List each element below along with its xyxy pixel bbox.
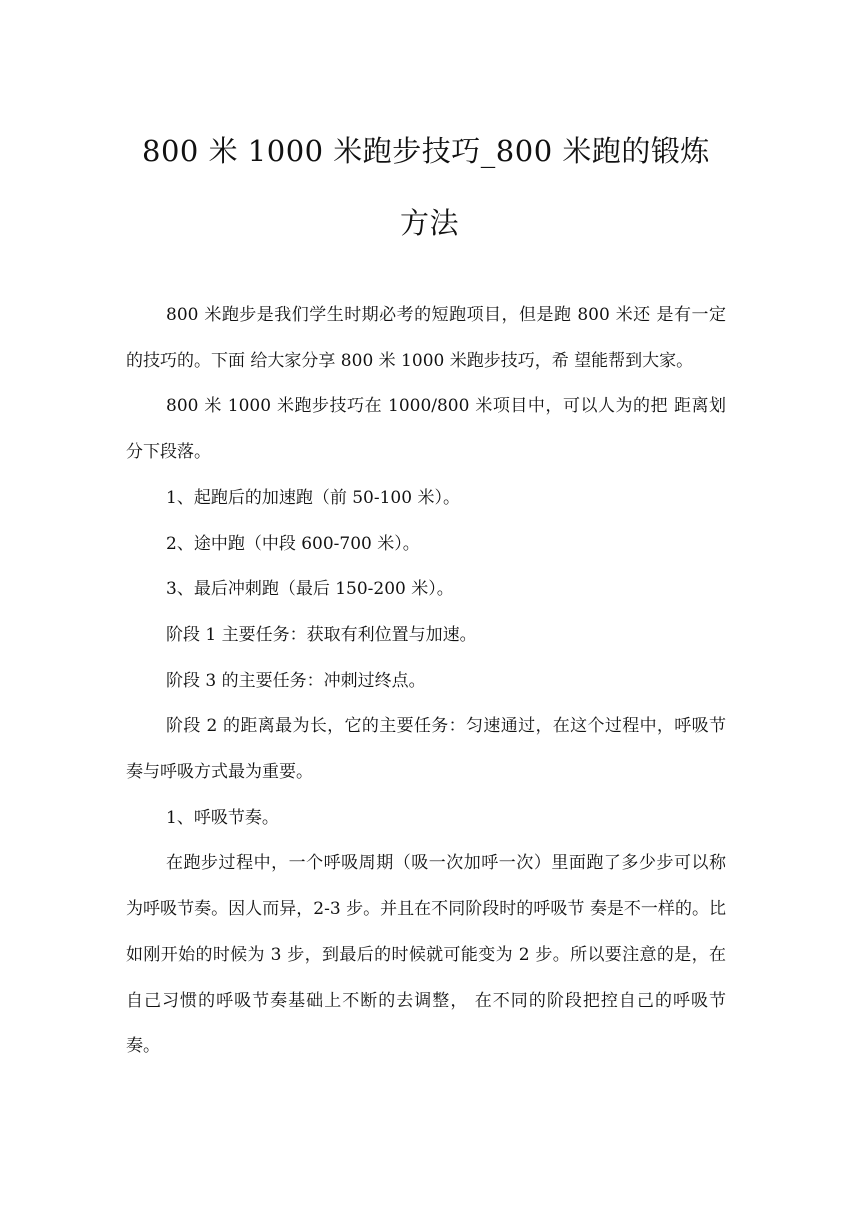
document-body xyxy=(126,293,726,1070)
paragraph-segments: 800 米 1000 米跑步技巧在 1000/800 米项目中，可以人为的把 距离划分下段落。 xyxy=(126,396,726,463)
paragraph-breathing-rhythm: 在跑步过程中，一个呼吸周期（吸一次加呼一次）里面跑了多少步可以称为呼吸节奏。因人而异，2-3 步。并且在不同阶段时的呼吸节 奏是不一样的。比如刚开始的时候为 3 步，到最后的时候就可能变为 2 步。所以要注意的是，在自己习惯的呼吸节奏基础上不断的去调整， 在不同的阶段把控自己的呼吸节奏。 xyxy=(126,853,726,1057)
list-item-stage-3: 3、最后冲刺跑（最后 150-200 米）。 xyxy=(166,579,454,600)
document-title-line-2: 方法 xyxy=(400,206,460,240)
paragraph-stage-2-task: 阶段 2 的距离最为长，它的主要任务：匀速通过，在这个过程中，呼吸节奏与呼吸方式最为重要。 xyxy=(126,716,726,783)
paragraph-stage-3-task: 阶段 3 的主要任务：冲刺过终点。 xyxy=(166,670,426,691)
list-item-stage-2: 2、途中跑（中段 600-700 米）。 xyxy=(166,533,420,554)
list-item-breathing-rhythm: 1、呼吸节奏。 xyxy=(166,807,279,828)
list-item-stage-1: 1、起跑后的加速跑（前 50-100 米）。 xyxy=(166,487,460,508)
paragraph-stage-1-task: 阶段 1 主要任务：获取有利位置与加速。 xyxy=(166,624,477,645)
document-title-line-1: 800 米 1000 米跑步技巧_800 米跑的锻炼 xyxy=(142,134,710,168)
paragraph-intro: 800 米跑步是我们学生时期必考的短跑项目，但是跑 800 米还 是有一定的技巧的。下面 给大家分享 800 米 1000 米跑步技巧，希 望能帮到大家。 xyxy=(126,305,726,371)
